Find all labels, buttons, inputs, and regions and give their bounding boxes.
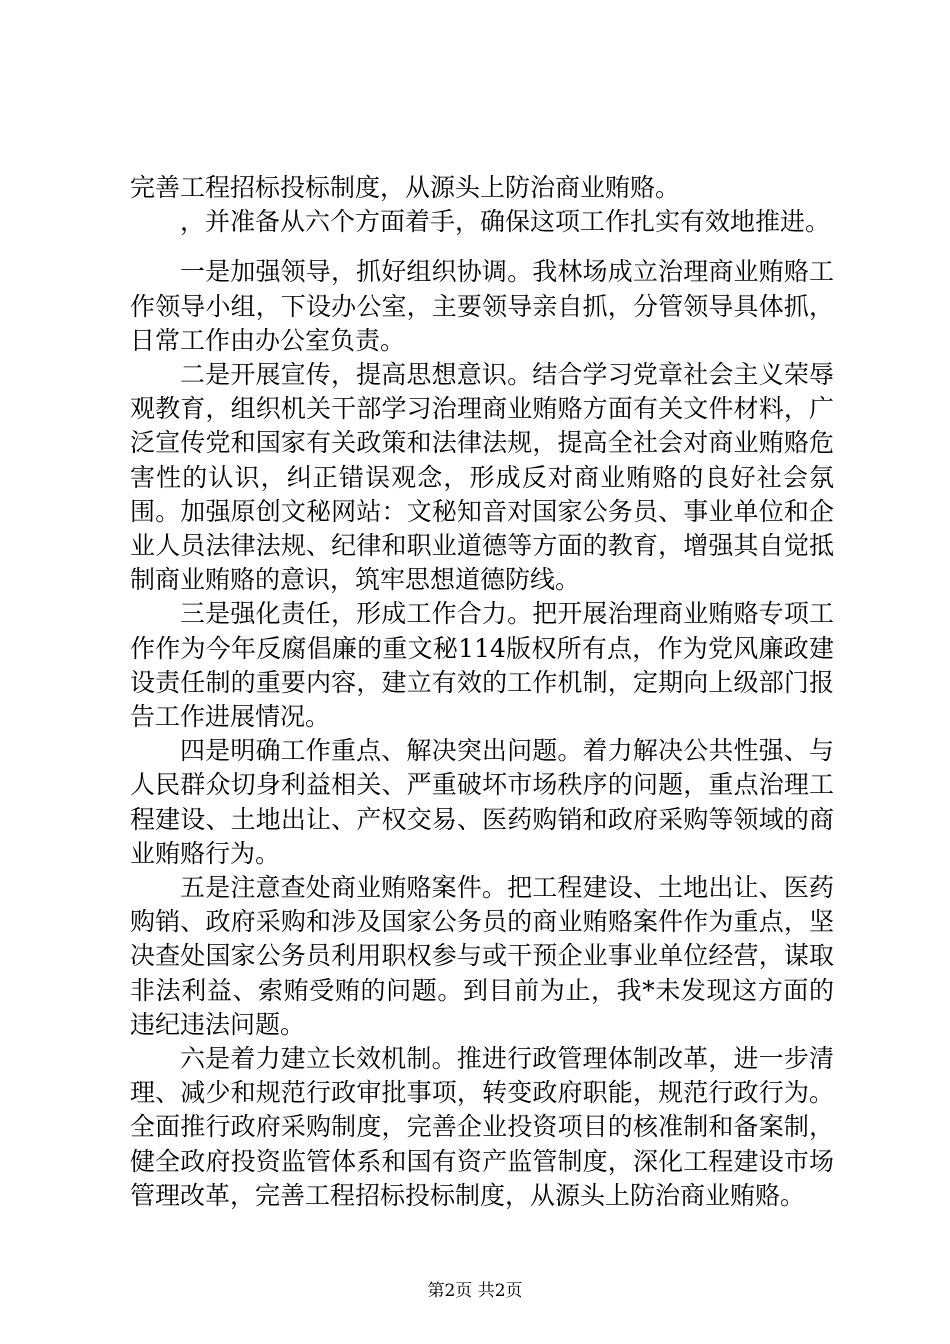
paragraph-point-6: 六是着力建立长效机制。推进行政管理体制改革，进一步清理、减少和规范行政审批事项，转变政府职能，规范行政行为。全面推行政府采购制度，完善企业投资项目的核准制和备案制，健全政府投资监管体系和国有资产监管制度，深化工程建设市场管理改革，完善工程招标投标制度，从源头上防治商业贿赂。 <box>130 1044 834 1210</box>
page-number-footer: 第2页 共2页 <box>427 1281 523 1301</box>
paragraph-intro: ，并准备从六个方面着手，确保这项工作扎实有效地推进。 <box>180 207 831 237</box>
paragraph-spacer <box>130 239 834 255</box>
paragraph-continuation: 完善工程招标投标制度，从源头上防治商业贿赂。 <box>130 173 681 202</box>
paragraph-point-3: 三是强化责任，形成工作合力。把开展治理商业贿赂专项工作作为今年反腐倡廉的重文秘114版权所有点，作为党风廉政建设责任制的重要内容，建立有效的工作机制，定期向上级部门报告工作进展情况。 <box>130 599 834 732</box>
paragraph-point-1: 一是加强领导，抓好组织协调。我林场成立治理商业贿赂工作领导小组，下设办公室，主要领导亲自抓，分管领导具体抓，日常工作由办公室负责。 <box>130 257 834 355</box>
paragraph-point-4: 四是明确工作重点、解决突出问题。着力解决公共性强、与人民群众切身利益相关、严重破坏市场秩序的问题，重点治理工程建设、土地出让、产权交易、医药购销和政府采购等领域的商业贿赂行为。 <box>130 736 834 868</box>
paragraph-point-2: 二是开展宣传，提高思想意识。结合学习党章社会主义荣辱观教育，组织机关干部学习治理商业贿赂方面有关文件材料，广泛宣传党和国家有关政策和法律法规，提高全社会对商业贿赂危害性的认识，纠正错误观念，形成反对商业贿赂的良好社会氛围。加强原创文秘网站：文秘知音对国家公务员、事业单位和企业人员法律法规、纪律和职业道德等方面的教育，增强其自觉抵制商业贿赂的意识，筑牢思想道德防线。 <box>130 360 834 595</box>
paragraph-point-5: 五是注意查处商业贿赂案件。把工程建设、土地出让、医药购销、政府采购和涉及国家公务员的商业贿赂案件作为重点，坚决查处国家公务员利用职权参与或干预企业事业单位经营，谋取非法利益、索贿受贿的问题。到目前为止，我*未发现这方面的违纪违法问题。 <box>130 873 834 1039</box>
document-body <box>130 171 834 1213</box>
